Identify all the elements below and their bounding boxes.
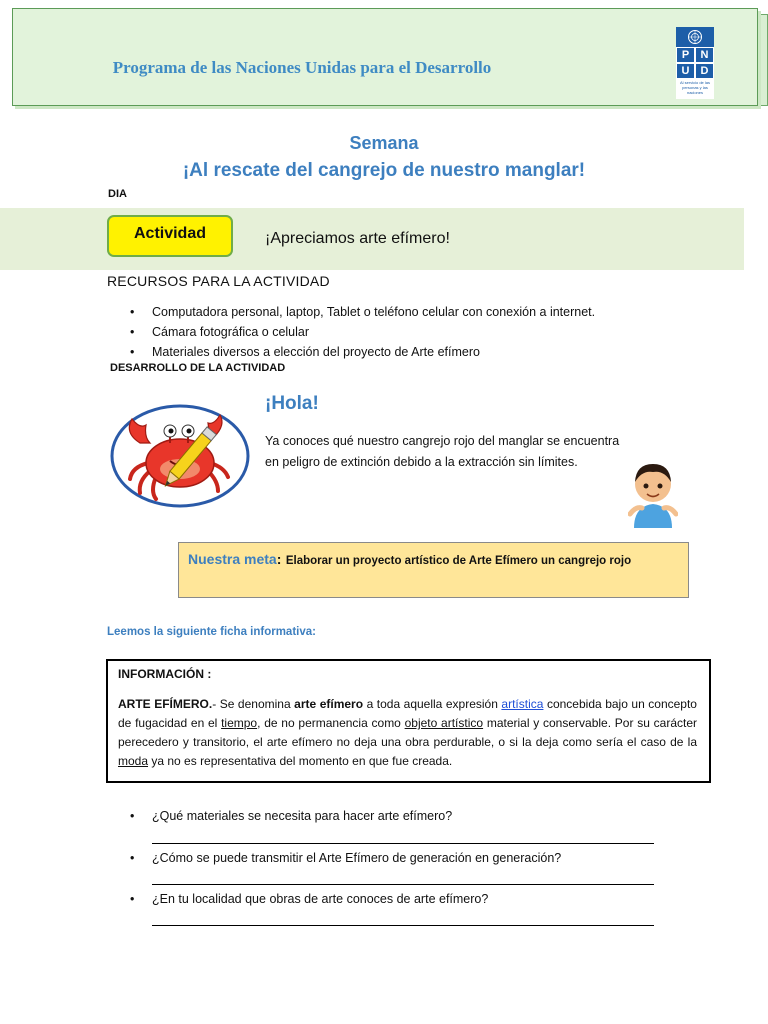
- info-heading: INFORMACIÓN :: [118, 667, 212, 681]
- resources-heading: RECURSOS PARA LA ACTIVIDAD: [107, 273, 330, 289]
- info-text: - Se denomina: [212, 697, 295, 711]
- info-text: ya no es representativa del momento en que fue creada.: [148, 754, 453, 768]
- intro-line: Ya conoces qué nuestro cangrejo rojo del manglar se encuentra: [265, 434, 620, 448]
- un-emblem-icon: [676, 27, 714, 47]
- resources-list: [130, 302, 595, 362]
- info-text: , de no permanencia como: [257, 716, 405, 730]
- header-banner: [12, 8, 758, 106]
- reading-prompt: Leemos la siguiente ficha informativa:: [107, 626, 316, 638]
- intro-line: en peligro de extinción debido a la extracción sin límites.: [265, 455, 578, 469]
- link-objeto-artistico[interactable]: objeto artístico: [404, 716, 484, 730]
- list-item: • Materiales diversos a elección del proyecto de Arte efímero: [130, 342, 595, 362]
- logo-letter: N: [695, 47, 714, 63]
- bullet-icon: •: [130, 851, 135, 865]
- page-subtitle: ¡Al rescate del cangrejo de nuestro manglar!: [182, 160, 586, 181]
- goal-colon: :: [276, 551, 282, 567]
- activity-title: ¡Apreciamos arte efímero!: [265, 230, 450, 247]
- greeting: ¡Hola!: [265, 393, 319, 414]
- answer-line[interactable]: [152, 884, 654, 885]
- logo-letter: U: [676, 63, 695, 79]
- goal-box: [178, 542, 689, 598]
- answer-line[interactable]: [152, 843, 654, 844]
- bullet-icon: •: [130, 809, 135, 823]
- info-bold-term: arte efímero: [294, 697, 364, 711]
- answer-line[interactable]: [152, 925, 654, 926]
- info-term: ARTE EFÍMERO.: [118, 697, 213, 711]
- program-title: Programa de las Naciones Unidas para el Desarrollo: [112, 58, 492, 77]
- link-tiempo[interactable]: tiempo: [221, 716, 258, 730]
- info-text: concebida bajo un concepto de fugacidad en el: [118, 697, 697, 730]
- goal-label: Nuestra meta: [188, 551, 277, 567]
- logo-caption: Al servicio de las personas y las naciones: [679, 80, 710, 95]
- question-text: ¿Cómo se puede transmitir el Arte Efímero de generación en generación?: [152, 851, 562, 865]
- question-text: ¿En tu localidad que obras de arte conoces de arte efímero?: [152, 892, 489, 906]
- info-text: a toda aquella expresión: [363, 697, 502, 711]
- activity-badge: Actividad: [107, 215, 233, 257]
- development-heading: DESARROLLO DE LA ACTIVIDAD: [110, 362, 286, 374]
- list-item: • Computadora personal, laptop, Tablet o teléfono celular con conexión a internet.: [130, 302, 595, 322]
- logo-letter: D: [695, 63, 714, 79]
- day-label: DIA: [108, 188, 127, 200]
- info-text: material y conservable. Por su carácter perecedero y transitorio, el arte efímero no deja una obra perdurable, o si la deja como sería el caso de la: [118, 716, 697, 749]
- undp-logo: [676, 27, 714, 99]
- week-title: Semana: [349, 133, 419, 153]
- logo-letter: P: [676, 47, 695, 63]
- link-artistica[interactable]: artística: [501, 697, 544, 711]
- child-avatar-illustration: [628, 456, 678, 528]
- list-item: • Cámara fotográfica o celular: [130, 322, 595, 342]
- intro-text: [265, 431, 675, 473]
- bullet-icon: •: [130, 892, 135, 906]
- info-paragraph: [118, 695, 697, 771]
- question-text: ¿Qué materiales se necesita para hacer arte efímero?: [152, 809, 453, 823]
- crab-pencil-illustration: [110, 403, 250, 509]
- goal-text: Elaborar un proyecto artístico de Arte Efímero un cangrejo rojo: [285, 555, 632, 567]
- link-moda[interactable]: moda: [118, 754, 149, 768]
- info-box: [106, 659, 711, 783]
